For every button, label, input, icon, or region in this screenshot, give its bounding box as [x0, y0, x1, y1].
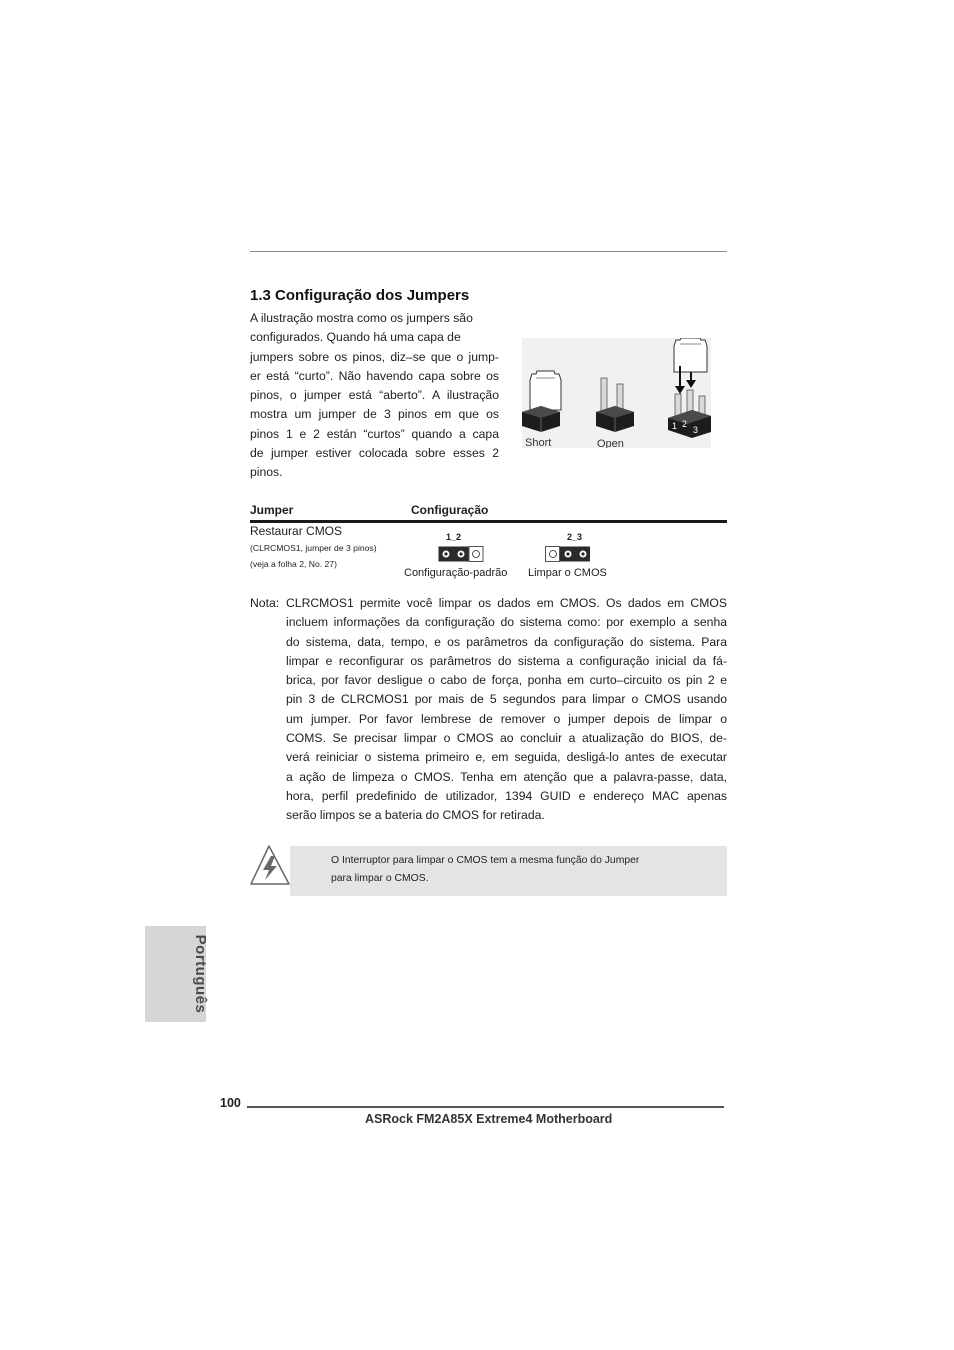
table-header-rule [250, 520, 727, 523]
header-rule [250, 251, 727, 252]
default-pins-label: 1_2 [446, 532, 462, 542]
row-jumper-detail: (CLRCMOS1, jumper de 3 pinos) [250, 543, 377, 553]
row-jumper-reference: (veja a folha 2, No. 27) [250, 559, 337, 569]
note-line: brica, por favor desligue o cabo de força, ponha em curto–circuito os pin 2 e [286, 673, 727, 688]
jumper-diagram [522, 338, 711, 448]
section-title: 1.3 Configuração dos Jumpers [250, 287, 470, 304]
intro-line: jumpers sobre os pinos, diz–se que o jump- [250, 349, 499, 364]
pin-number-3: 3 [693, 425, 699, 435]
callout-line: para limpar o CMOS. [331, 872, 429, 884]
jumper-illustration [522, 338, 711, 448]
intro-line: er está “curto”. Não havendo capa sobre os [250, 368, 499, 383]
footer-title: ASRock FM2A85X Extreme4 Motherboard [365, 1112, 613, 1126]
table-header-jumper: Jumper [250, 503, 294, 517]
short-jumper-graphic [522, 371, 561, 432]
note-line: serão limpos se a bateria do CMOS for retirada. [286, 808, 545, 823]
row-jumper-name: Restaurar CMOS [250, 524, 343, 538]
language-tab-label: Português [192, 934, 209, 1014]
open-jumper-graphic [596, 378, 634, 432]
note-line: limpar e reconfigurar os parâmetros do sistema a configuração inicial da fá- [286, 653, 727, 668]
clear-pins-label: 2_3 [567, 532, 583, 542]
language-tab [145, 926, 209, 1022]
short-label: Short [525, 437, 552, 448]
intro-line: pinos. [250, 465, 283, 480]
clear-setting-label: Limpar o CMOS [528, 567, 607, 579]
note-paragraph [250, 594, 727, 826]
warning-icon [249, 844, 291, 886]
footer-rule [247, 1106, 724, 1108]
note-line: incluem informações da configuração do sistema como: por exemplo a senha [286, 615, 727, 630]
table-header-config: Configuração [411, 503, 489, 517]
note-line: Nota: CLRCMOS1 permite você limpar os dados em CMOS. Os dados em CMOS [250, 594, 727, 613]
note-line: a ação de limpeza o CMOS. Tenha em atenção que a palavra-passe, data, [286, 769, 727, 784]
callout-text [331, 852, 639, 887]
pin-number-2: 2 [682, 419, 688, 429]
note-line: COMS. Se precisar limpar o CMOS ao concluir a atualização do BIOS, de- [286, 731, 727, 746]
page-number: 100 [220, 1096, 241, 1110]
intro-line: A ilustração mostra como os jumpers são [250, 311, 473, 325]
note-line: verá reiniciar o sistema primeiro e, em seguida, desligá-lo antes de executar [286, 750, 727, 765]
default-jumper-icon [438, 546, 484, 562]
pin-number-1: 1 [672, 421, 678, 431]
intro-line: configurados. Quando há uma capa de [250, 330, 461, 345]
intro-line: pinos 1 e 2 están “curtos” quando a capa [250, 426, 499, 441]
clear-jumper-icon [545, 546, 591, 562]
open-label: Open [597, 438, 624, 448]
intro-line: pinos, o jumper está “aberto”. A ilustração [250, 388, 499, 403]
callout-line: O Interruptor para limpar o CMOS tem a mesma função do Jumper [331, 855, 640, 866]
note-line: pin 3 de CLRCMOS1 por mais de 5 segundos para limpar o CMOS usando [286, 692, 727, 707]
note-line: hora, perfil predefinido de utilizador, 1394 GUID e endereço MAC apenas [286, 788, 727, 803]
note-line: do sistema, data, tempo, e os parâmetros da configuração do sistema. Para [286, 634, 727, 649]
default-setting-label: Configuração-padrão [404, 567, 508, 579]
note-line: um jumper. Por favor lembrese de remover o jumper depois de limpar o [286, 711, 727, 726]
intro-line: de jumper estiver colocada sobre esses 2 [250, 446, 499, 461]
intro-line: mostra um jumper de 3 pinos em que os [250, 407, 499, 422]
intro-paragraph [250, 309, 499, 483]
note-label: Nota: [250, 596, 280, 610]
